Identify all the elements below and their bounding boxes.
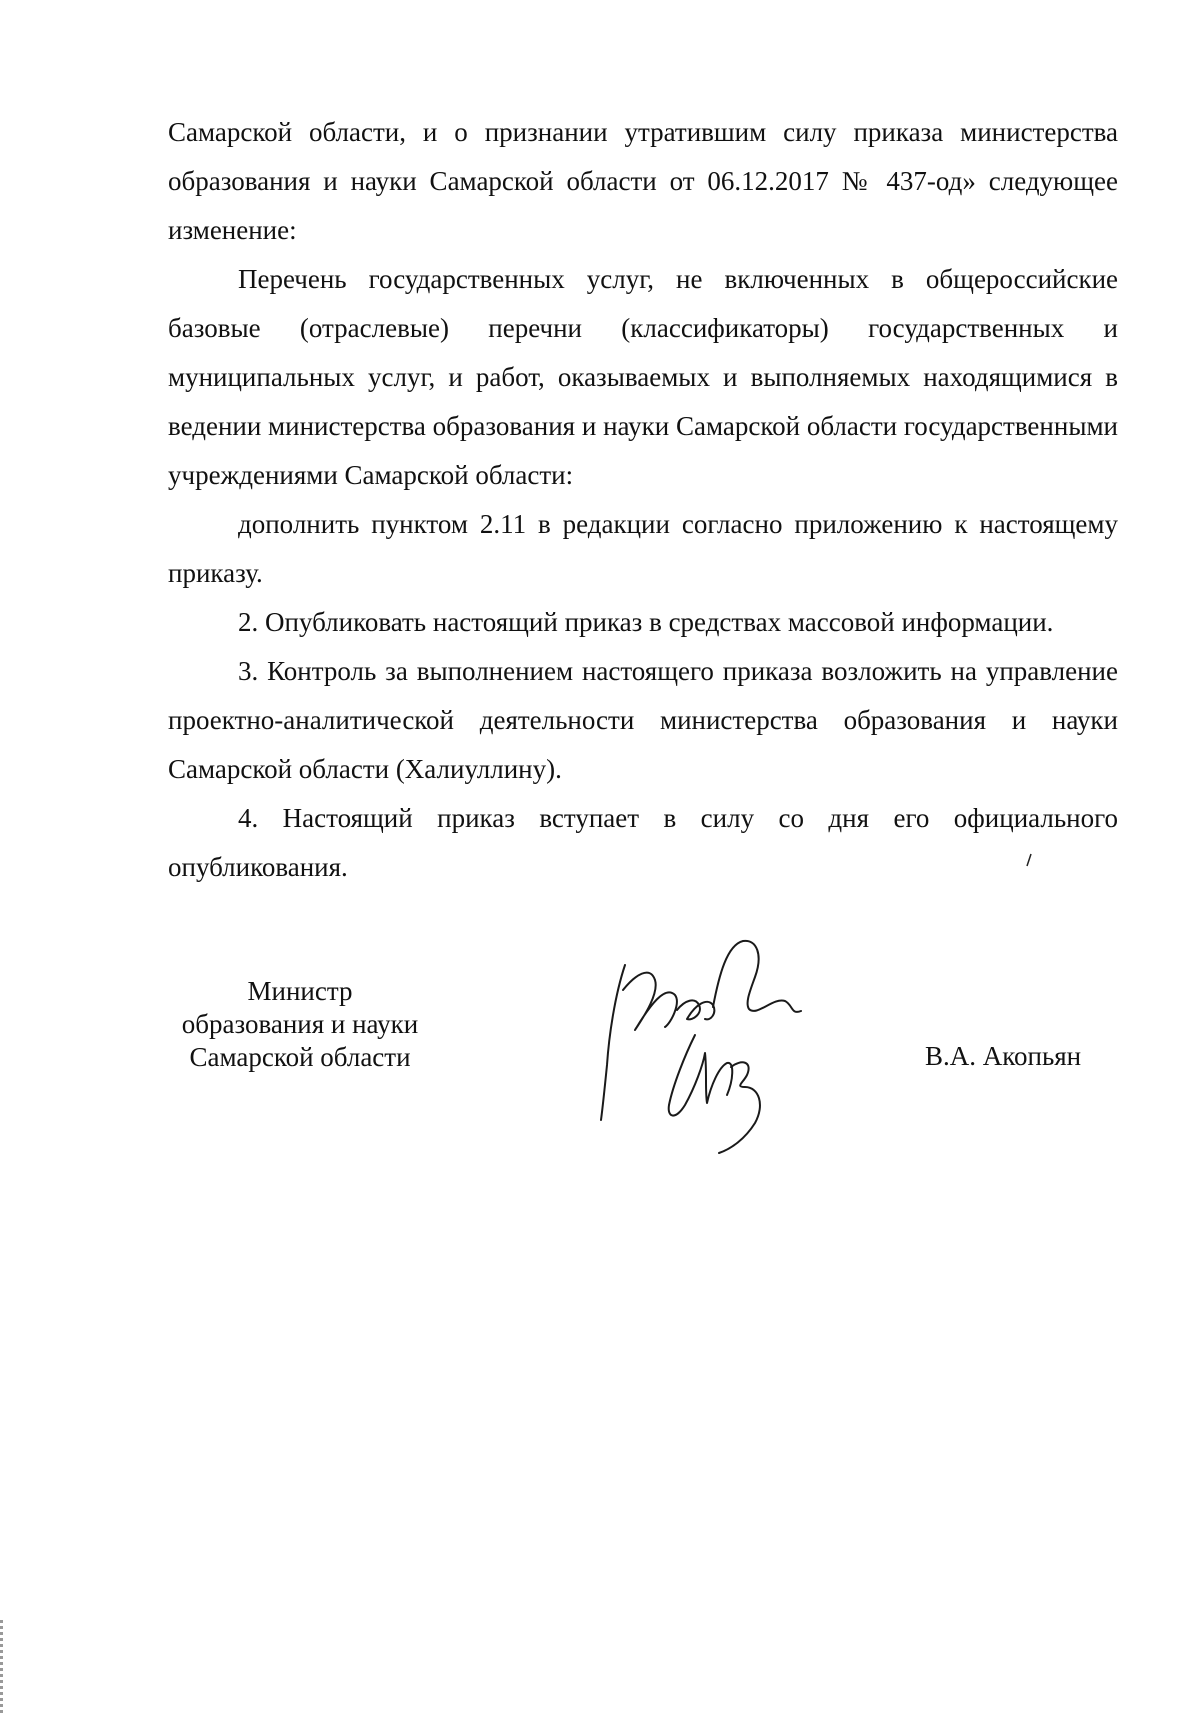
- signer-title: [150, 975, 450, 1074]
- stray-pen-mark: [1025, 852, 1033, 868]
- signer-name: В.А. Акопьян: [925, 1041, 1082, 1071]
- paragraph-intro: Самарской области, и о признании утратившим силу приказа министерства образования и науки Самарской области от 06.12.2017 № 437-од» следующее изменение:: [168, 117, 1118, 245]
- paragraph-amendment: дополнить пунктом 2.11 в редакции согласно приложению к настоящему приказу.: [168, 509, 1118, 588]
- signer-title-line-2: образования и науки: [181, 1009, 419, 1039]
- signer-title-line-3: Самарской области: [189, 1042, 411, 1072]
- paragraph-item-3: 3. Контроль за выполнением настоящего приказа возложить на управление проектно-аналитической деятельности министерства образования и науки Самарской области (Халиуллину).: [168, 656, 1118, 784]
- paragraph-item-2: 2. Опубликовать настоящий приказ в средствах массовой информации.: [238, 607, 1054, 637]
- handwritten-signature: [595, 935, 835, 1155]
- paragraph-service-list: Перечень государственных услуг, не включенных в общероссийские базовые (отраслевые) перечни (классификаторы) государственных и муниципальных услуг, и работ, оказываемых и выполняемых находящимися в ведении министерства образования и науки Самарской области государственными учреждениями Самарской области:: [168, 264, 1118, 490]
- document-body: [168, 108, 1118, 892]
- signer-title-line-1: Министр: [247, 976, 353, 1006]
- scan-edge-artifact: [0, 1620, 3, 1715]
- paragraph-item-4: 4. Настоящий приказ вступает в силу со дня его официального опубликования.: [168, 803, 1118, 882]
